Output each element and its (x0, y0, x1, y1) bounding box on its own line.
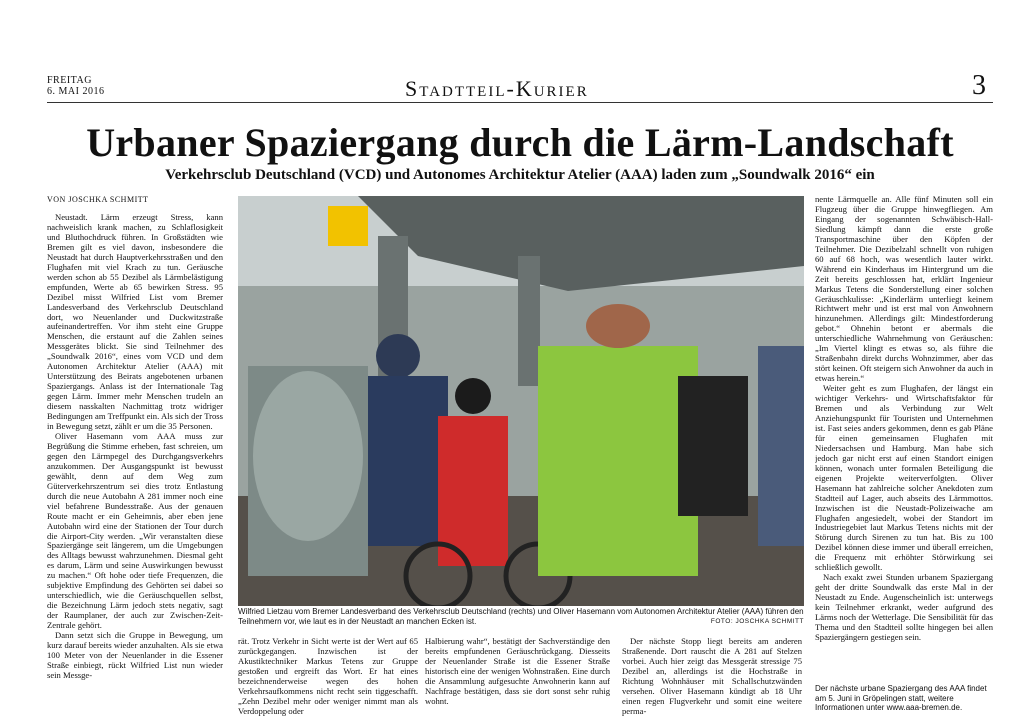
issue-date (47, 75, 104, 97)
section-title: Stadtteil-Kurier (405, 76, 589, 101)
paragraph: Weiter geht es zum Flughafen, der längst ein wichtiger Verkehrs- und Wirtschaftsfaktor für Bremen und als Verbindung zur Welt Anziehungspunkt für Touristen und Unternehmen ist. Fast seies anders gekommen, denn es gab Pläne für einen gemeinsamen Flughafen mit Niedersachsen und Hamburg. Man habe sich jedoch gar nicht erst auf einen Standort einigen können, wonach unter formalen Beteiligung die eigenen Projekte weiterverfolgten. Oliver Hasemann hat zahlreiche solcher Anekdoten zum Stadtteil auf Lager, auch abseits des Lärmmottos. Inzwischen ist die Neustadt-Polizeiwache am Flughafen angesiedelt, wobei der Standort im Industriegebiet laut Markus Tetens nichts mit der Störung durch Sirenen zu tun hat. Bis zu 100 Dezibel können diese immer und überall erreichen, die Frequenz mit erhöhter Störwirkung sei schließlich gewollt. (815, 383, 993, 573)
header-rule (47, 102, 993, 103)
paragraph: Nach exakt zwei Stunden urbanem Spaziergang geht der dritte Soundwalk das erste Mal in der Neustadt zu Ende. Augenscheinlich ist: unterwegs kein Teilnehmer erkrankt, weder aufgrund des Lärms noch der Wetterlage. Die Sensibilität für das Thema und den Stadtteil sollte hingegen bei allen Spaziergängern gestiegen sein. (815, 572, 993, 642)
issue-date-text: 6. MAI 2016 (47, 86, 105, 97)
paragraph: Neustadt. Lärm erzeugt Stress, kann nachweislich krank machen, zu Schlaflosigkeit und Bluthochdruck führen. In Großstädten wie Bremen gilt es viel davon, insbesondere die Neustadt hat durch Hauptverkehrsstraßen und den Flughafen mit viel Krach zu tun. Geräusche werden schon ab 55 Dezibel als Lärmbelästigung empfunden, Werte ab 65 bewirken Stress. 95 Dezibel misst Wilfried List vom Bremer Landesverband des Verkehrsclub Deutschland dort, wo Neuenlander und Duckwitzstraße aufeinandertreffen. Vor ihm steht eine Gruppe Menschen, die erstaunt auf die Zahlen seines Messgerätes blickt. Sie sind Teilnehmer des „Soundwalk 2016“, eines vom VCD und dem Autonomen Architektur Atelier (AAA) mit Unterstützung des Beirats angebotenen urbanen Spaziergangs. Anlass ist der Internationale Tag gegen Lärm. Immer mehr Menschen trudeln an diesem nasskalten Nachmittag trotz widriger Bedingungen am Treffpunkt ein. Als sich der Tross in Bewegung setzt, zählt er um die 35 Personen. (47, 213, 223, 432)
paragraph: Der nächste Stopp liegt bereits am anderen Straßenende. Dort rauscht die A 281 auf Stelzen vorbei. Auch hier zeigt das Messgerät stressige 75 Dezibel an, allerdings ist die Hochstraße in Richtung Wohnhäuser mit Schallschutzwänden versehen. Oliver Hasemann kündigt ab 18 Uhr einen regen Flugverkehr und somit eine weitere perma- (622, 637, 802, 716)
article-column-1 (47, 213, 223, 718)
article-byline: VON JOSCHKA SCHMITT (47, 195, 149, 204)
paragraph: Halbierung wahr“, bestätigt der Sachverständige den bereits empfundenen Geräuschrückgang. Diesseits der Neuenlander Straße ist die Essener Straße historisch eine der wenigen Wohnstraßen. Eine durch die Ansammlung aufgesuchte Anwohnerin kann auf Nachfrage bestätigen, dass sie dort sonst sehr ruhig wohnt. (425, 637, 610, 706)
event-note: Der nächste urbane Spaziergang des AAA findet am 5. Juni in Gröpelingen statt, weitere Informationen unter www.aaa-bremen.de. (815, 684, 987, 712)
article-column-5 (815, 195, 993, 680)
photo-caption (238, 607, 804, 626)
photo-illustration (238, 196, 804, 606)
article-column-4 (622, 637, 802, 718)
photo-credit: FOTO: JOSCHKA SCHMITT (710, 617, 804, 625)
issue-day: FREITAG (47, 75, 92, 86)
article-subheadline: Verkehrsclub Deutschland (VCD) und Autonomes Architektur Atelier (AAA) laden zum „Soundwalk 2016“ ein (165, 167, 875, 183)
caption-text: Wilfried Lietzau vom Bremer Landesverband des Verkehrsclub Deutschland (rechts) und Oliver Hasemann vom Autonomen Architektur Atelier (AAA) führen den Teilnehmern vor, wie laut es in der Neustadt an manchen Ecken ist. (238, 607, 804, 626)
article-photo (238, 196, 804, 606)
article-column-3 (425, 637, 610, 718)
paragraph: nente Lärmquelle an. Alle fünf Minuten soll ein Flugzeug über die Gruppe hinwegfliegen. Am Eingang der sogenannten Schwäbisch-Hall-Siedlung kämpft dann die erste große Transportmaschine über den Köpfen der Teilnehmer. Die Dezibelzahl schnellt von ruhigen 60 auf 68 hoch, was wesentlich lauter wirkt. Während ein Kinderhaus im Hintergrund um die Zeit bereits geschlossen hat, erklärt Ingenieur Markus Tetens die Sonderstellung einer solchen Geräuschkulisse: „Kinderlärm unterliegt keinem Richtwert mehr und ist erst mal von Anwohnern hinzunehmen. Allerdings gilt: Mindestforderung gebot.“ Ohnehin betont er abermals die unterschiedliche Wahrnehmung von Geräuschen: „Im Viertel klingt es etwas so, als führe die Straßenbahn direkt durchs Wohnzimmer, aber das stört keinen. Oft steigern sich Anwohner da auch in etwas herein.“ (815, 195, 993, 384)
article-column-2 (238, 637, 418, 718)
paragraph: Oliver Hasemann vom AAA muss zur Begrüßung die Stimme erheben, fast schreien, um gegen den Lärmpegel des Durchgangsverkehrs anzukommen. Der Ausgangspunkt ist bewusst gewählt, denn auf dem Weg zum Güterverkehrszentrum sei dies trotz Entlastung durch die neue Autobahn A 281 immer noch eine viel befahrene Bundesstraße. Aus der genauen Route macht er ein Geheimnis, aber eben jene Autobahn wird eine der Stationen der Tour durch die Airport-City werden. „Wir veranstalten diese Spaziergänge seit längerem, um die Umgebungen des Alltags bewusst wahrzunehmen. Diesmal geht es darum, Lärm und seine Auswirkungen bewusst zu machen.“ Oft hohe oder tiefe Frequenzen, die subjektive Empfindung des Gehörten sei dabei so unterschiedlich, wie die Geräuschquellen selbst, die Bezeichnung Lärm jedoch stets negativ, sagt der Raumplaner, der auch zur Zwischen-Zeit-Zentrale gehört. (47, 430, 223, 631)
paragraph: rät. Trotz Verkehr in Sicht werte ist der Wert auf 65 zurückgegangen. Inzwischen ist der Akustiktechniker Markus Tetens zur Gruppe gestoßen und ergreift das Wort. Er hat eines bezeichnenderweise wegen des hohen Verkehrsaufkommens nicht recht sein tiggeschafft. „Zehn Dezibel mehr oder weniger nimmt man als Verdoppelung oder (238, 637, 418, 716)
paragraph: Dann setzt sich die Gruppe in Bewegung, um kurz darauf bereits wieder anzuhalten. Als sie etwa 100 Meter von der Neuenlander in die Essener Straße einbiegt, rückt Wilfried List nun wieder sein Messge- (47, 630, 223, 680)
page-number: 3 (972, 70, 986, 101)
article-headline: Urbaner Spaziergang durch die Lärm-Landschaft (86, 120, 954, 165)
